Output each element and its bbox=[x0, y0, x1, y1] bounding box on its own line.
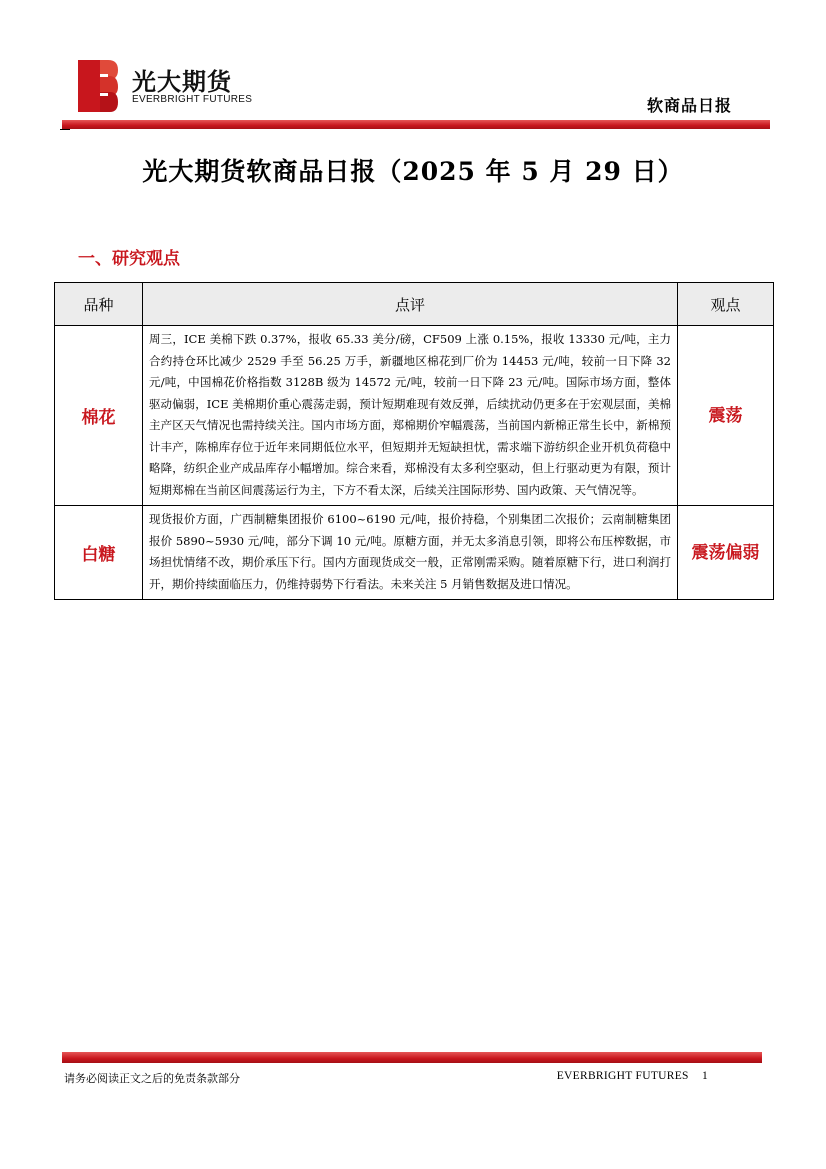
section-heading: 一、研究观点 bbox=[78, 249, 180, 269]
header-comment: 点评 bbox=[143, 283, 678, 326]
table-row bbox=[55, 506, 774, 600]
header-divider-tick bbox=[60, 129, 70, 130]
everbright-logo-icon bbox=[78, 60, 118, 112]
row-view: 震荡 bbox=[678, 326, 774, 506]
logo-english-text: EVERBRIGHT FUTURES bbox=[132, 94, 253, 105]
row-view: 震荡偏弱 bbox=[678, 506, 774, 600]
footer-brand bbox=[557, 1070, 708, 1082]
research-view-table bbox=[54, 282, 774, 600]
company-logo bbox=[78, 60, 268, 112]
row-kind: 白糖 bbox=[55, 506, 143, 600]
footer-divider-bar bbox=[62, 1052, 762, 1063]
row-kind: 棉花 bbox=[55, 326, 143, 506]
logo-chinese-text: 光大期货 bbox=[132, 68, 232, 96]
report-type-label: 软商品日报 bbox=[646, 96, 732, 115]
header-view: 观点 bbox=[678, 283, 774, 326]
footer-brand-text: EVERBRIGHT FUTURES bbox=[556, 1070, 689, 1082]
page-title: 光大期货软商品日报（2025 年 5 月 29 日） bbox=[142, 157, 684, 186]
table-row bbox=[55, 326, 774, 506]
footer-disclaimer: 请务必阅读正文之后的免责条款部分 bbox=[64, 1072, 240, 1085]
header-kind: 品种 bbox=[55, 283, 143, 326]
header-divider-bar bbox=[62, 120, 770, 129]
page-number: 1 bbox=[701, 1070, 708, 1082]
row-comment: 周三，ICE 美棉下跌 0.37%，报收 65.33 美分/磅，CF509 上涨 0.15%，报收 13330 元/吨，主力合约持仓环比减少 2529 手至 56.25 万手，新疆地区棉花到厂价为 14453 元/吨，较前一日下降 32 元/吨，中国棉花价格指数 3128B 级为 14572 元/吨，较前一日下降 23 元/吨。国际市场方面，整体驱动偏弱，ICE 美棉期价重心震荡走弱，预计短期难现有效反弹，后续扰动仍更多在于宏观层面，美棉主产区天气情况也需持续关注。国内市场方面，郑棉期价窄幅震荡，当前国内新棉正常生长中，新棉预计丰产，陈棉库存位于近年来同期低位水平，但短期并无短缺担忧，需求端下游纺织企业开机负荷稳中略降，纺织企业产成品库存小幅增加。综合来看，郑棉没有太多利空驱动，但上行驱动更为有限，预计短期郑棉在当前区间震荡运行为主，下方不看太深，后续关注国际形势、国内政策、天气情况等。 bbox=[143, 326, 678, 506]
row-comment: 现货报价方面，广西制糖集团报价 6100~6190 元/吨，报价持稳，个别集团二次报价；云南制糖集团报价 5890~5930 元/吨，部分下调 10 元/吨。原糖方面，并无太多消息引领，即将公布压榨数据，市场担忧情绪不改，期价承压下行。国内方面现货成交一般，正常刚需采购。随着原糖下行，进口利润打开，期价持续面临压力，仍维持弱势下行看法。未来关注 5 月销售数据及进口情况。 bbox=[143, 506, 678, 600]
table-header-row bbox=[55, 283, 774, 326]
